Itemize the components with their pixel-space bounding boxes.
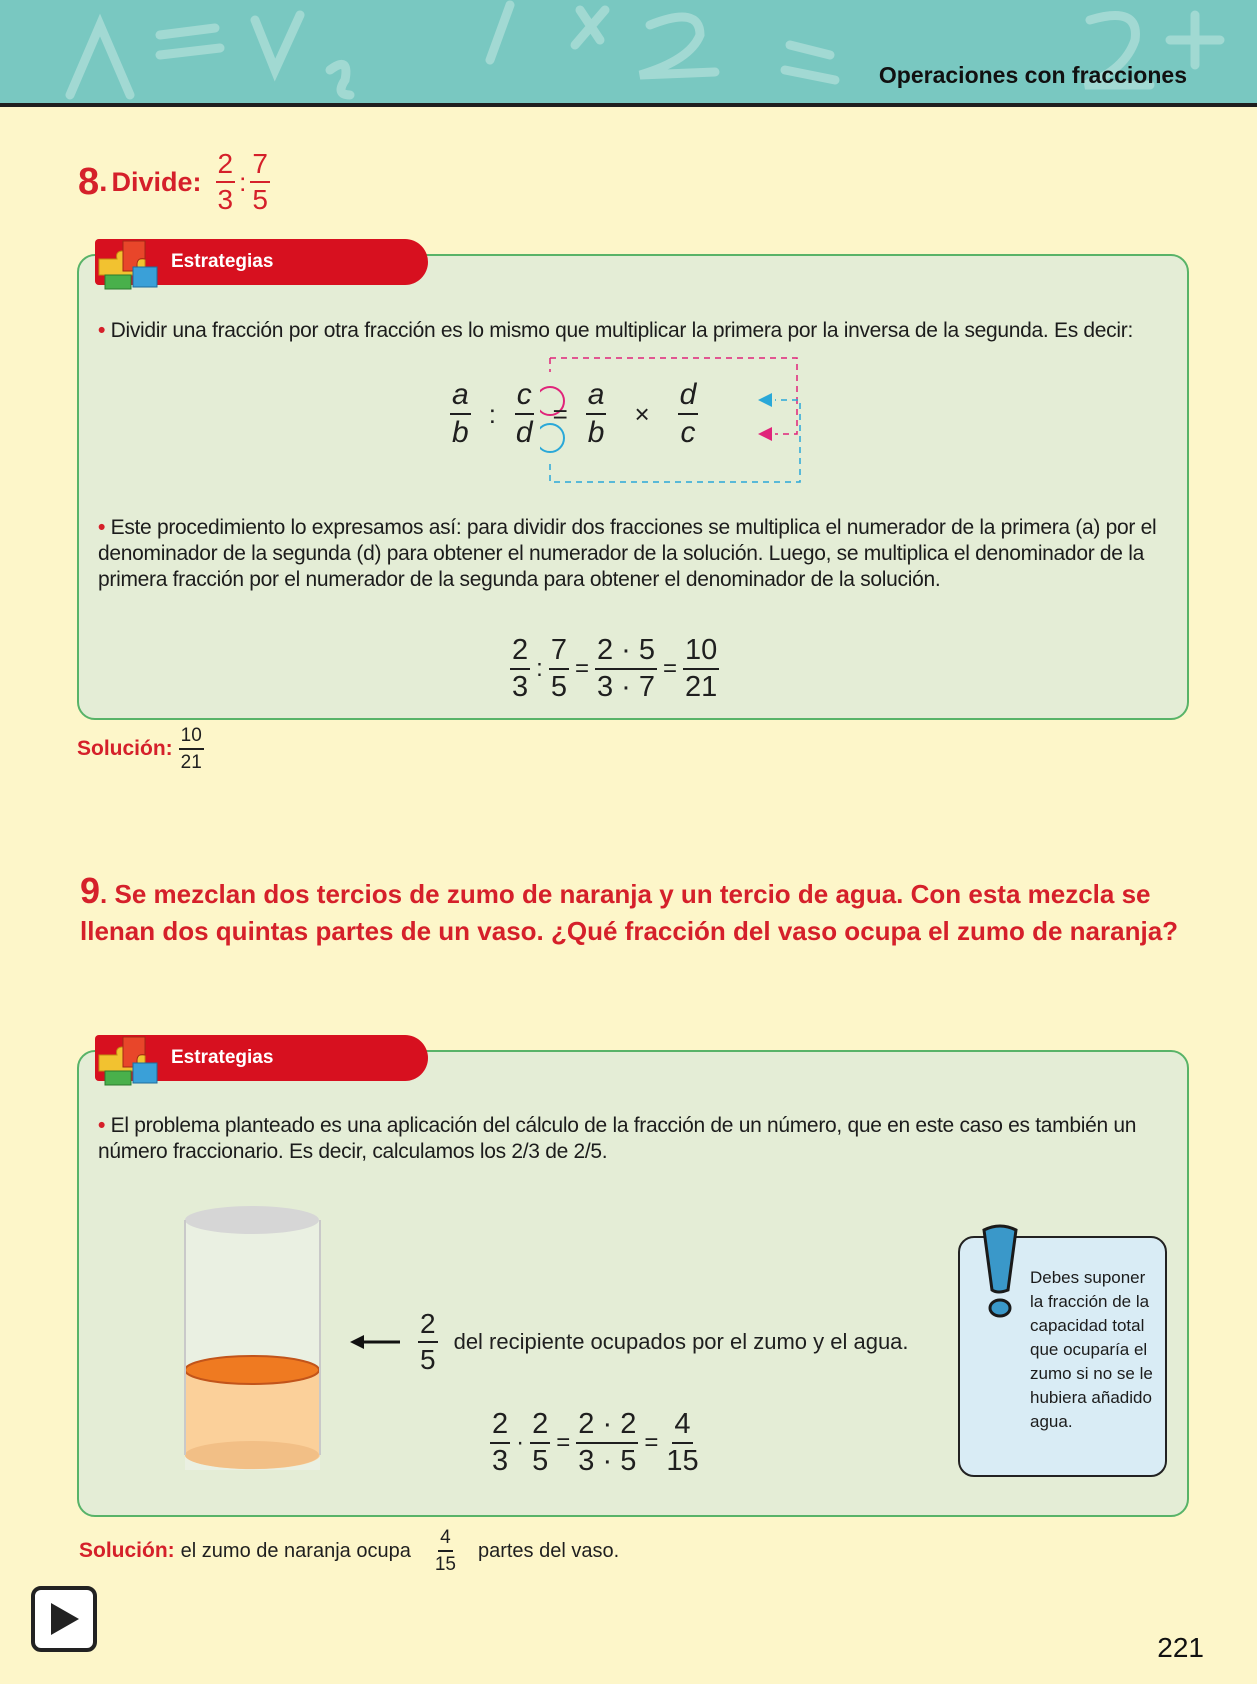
page-number: 221 (1157, 1632, 1204, 1663)
glass-illustration (180, 1205, 325, 1485)
solution-text: el zumo de naranja ocupa (180, 1539, 411, 1562)
strategy-tab-2 (95, 1035, 428, 1081)
colon-operator: : (488, 398, 496, 429)
puzzle-icon (93, 1027, 167, 1089)
fraction: $\frac{2}{5}$ (532, 1408, 549, 1477)
fraction: $\frac{2}{3}$ (512, 634, 529, 703)
strategy-bullet-3: • El problema planteado es una aplicación del cálculo de la fracción de un número, que en este caso es también un número fraccionario. Es decir, calculamos los 2/3 de 2/5. (98, 1114, 1137, 1163)
fraction-c-d: $\frac{c}{d}$ (515, 378, 533, 449)
fraction: $\frac{2}{5}$ (420, 1308, 436, 1375)
problem-label: Divide: (111, 166, 202, 197)
strategy-tab-1 (95, 239, 428, 285)
exclamation-icon (978, 1224, 1024, 1324)
play-button[interactable] (31, 1586, 97, 1652)
left-arrow-icon (350, 1332, 402, 1352)
inverse-formula (450, 380, 698, 448)
fraction-a-b: $\frac{a}{b}$ (587, 378, 605, 449)
fraction: $\frac{2}{3}$ (492, 1408, 509, 1477)
solution-fraction: $\frac{4}{15}$ (434, 1527, 456, 1575)
problem-number: 8 (78, 160, 100, 203)
bullet-text: El problema planteado es una aplicación del cálculo de la fracción de un número, que en este caso es también un número fraccionario. Es decir, calculamos los 2/3 de 2/5. (98, 1114, 1137, 1163)
times-operator: × (634, 398, 650, 429)
fraction: $\frac{2 \cdot 2}{3 \cdot 5}$ (578, 1408, 637, 1477)
solution-label: Solución: (79, 1539, 175, 1562)
strategy-bullet-2: • Este procedimiento lo expresamos así: para dividir dos fracciones se multiplica el numerador de la primera (a) por el denominador de la segunda (d) para obtener el numerador de la solución. Luego, se multiplica el denominador de la primera fracción por el numerador de la segunda para obtener el denominador de la solución. (98, 516, 1157, 591)
tab-label: Estrategias (171, 251, 274, 272)
tab-label: Estrategias (171, 1047, 274, 1068)
operator: : (239, 166, 247, 197)
solution-text: partes del vaso. (477, 1539, 620, 1562)
fraction: $\frac{4}{15}$ (666, 1408, 699, 1477)
fraction: $\frac{7}{5}$ (550, 634, 567, 703)
bullet-text: Dividir una fracción por otra fracción es lo mismo que multiplicar la primera por la inversa de la segunda. Es decir: (110, 319, 1133, 342)
fraction: $\frac{7}{5}$ (252, 148, 268, 215)
problem-8-heading: 8 . Divide: $\frac{2}{3}$ : $\frac{7}{5}$ (78, 148, 268, 215)
note-text: Debes suponer la fracción de la capacidad total que ocuparía el zumo si no se le hubiera añadido agua. (1030, 1268, 1153, 1431)
solution-label: Solución: (77, 737, 173, 760)
solution-fraction: $\frac{10}{21}$ (180, 725, 202, 773)
glass-annotation (350, 1310, 909, 1374)
chapter-title: Operaciones con fracciones (878, 62, 1187, 88)
fraction-a-b: $\frac{a}{b}$ (452, 378, 469, 449)
play-icon (47, 1601, 81, 1637)
strategy-bullet-1: • Dividir una fracción por otra fracción es lo mismo que multiplicar la primera por la inversa de la segunda. Es decir: (98, 319, 1133, 342)
puzzle-icon (93, 231, 167, 293)
solution-8 (77, 726, 204, 772)
fraction: $\frac{2 \cdot 5}{3 \cdot 7}$ (596, 634, 655, 703)
calculation-9: $\frac{2}{3}$ · $\frac{2}{5}$ = $\frac{2 \cdot 2}{3 \cdot 5}$ = $\frac{4}{15}$ (492, 1408, 699, 1477)
fraction: $\frac{2}{3}$ (217, 148, 234, 215)
bullet-text: Este procedimiento lo expresamos así: para dividir dos fracciones se multiplica el numerador de la primera (a) por el denominador de la segunda (d) para obtener el numerador de la solución. Luego, se multiplica el denominador de la primera fracción por el numerador de la segunda para obtener el denominador de la solución. (98, 516, 1157, 591)
annotation-text: del recipiente ocupados por el zumo y el agua. (453, 1329, 909, 1354)
equals-operator: = (552, 398, 568, 429)
solution-9 (79, 1528, 619, 1574)
problem-number: 9 (80, 870, 101, 911)
problem-9-heading: 9. Se mezclan dos tercios de zumo de naranja y un tercio de agua. Con esta mezcla se llenan dos quintas partes de un vaso. ¿Qué fracción del vaso ocupa el zumo de naranja? (80, 870, 1179, 946)
fraction-d-c: $\frac{d}{c}$ (679, 378, 697, 449)
fraction: $\frac{10}{21}$ (685, 634, 718, 703)
page-header (0, 0, 1257, 107)
calculation-8: $\frac{2}{3}$ : $\frac{7}{5}$ = $\frac{2 \cdot 5}{3 \cdot 7}$ = $\frac{10}{21}$ (512, 634, 718, 703)
hint-note (958, 1236, 1167, 1477)
problem-question: Se mezclan dos tercios de zumo de naranja y un tercio de agua. Con esta mezcla se llenan dos quintas partes de un vaso. ¿Qué fracción del vaso ocupa el zumo de naranja? (80, 879, 1179, 946)
